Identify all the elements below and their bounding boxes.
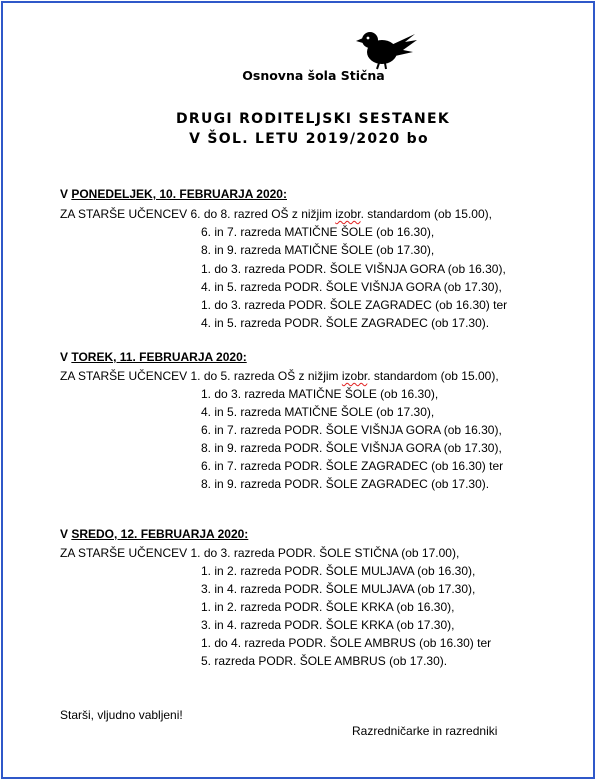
lead-label: ZA STARŠE UČENCEV bbox=[60, 369, 191, 383]
list-item: 1. do 3. razreda MATIČNE ŠOLE (ob 16.30), bbox=[201, 387, 439, 401]
list-item: 6. in 7. razreda MATIČNE ŠOLE (ob 16.30), bbox=[201, 225, 435, 239]
list-item: 8. in 9. razreda MATIČNE ŠOLE (ob 17.30), bbox=[201, 243, 435, 257]
first-line-text: 1. do 3. razreda PODR. ŠOLE STIČNA (ob 17.00), bbox=[190, 546, 460, 560]
lead-label: ZA STARŠE UČENCEV bbox=[60, 207, 191, 221]
page-title: DRUGI RODITELJSKI SESTANEK bbox=[175, 111, 451, 127]
section-heading-monday bbox=[60, 187, 287, 201]
first-line-end: . standardom (ob 15.00), bbox=[367, 369, 499, 383]
heading-day: TOREK, 11. FEBRUARJA 2020: bbox=[71, 350, 247, 364]
list-item: 3. in 4. razreda PODR. ŠOLE KRKA (ob 17.30), bbox=[201, 618, 455, 632]
heading-day: SREDO, 12. FEBRUARJA 2020: bbox=[71, 527, 249, 541]
closing-invite: Starši, vljudno vabljeni! bbox=[60, 708, 183, 722]
list-item: 1. do 3. razreda PODR. ŠOLE VIŠNJA GORA (ob 16.30), bbox=[201, 262, 506, 276]
heading-prefix: V bbox=[60, 350, 72, 364]
list-item: 1. in 2. razreda PODR. ŠOLE MULJAVA (ob 16.30), bbox=[201, 564, 476, 578]
list-item: 4. in 5. razreda PODR. ŠOLE VIŠNJA GORA (ob 17.30), bbox=[201, 280, 502, 294]
spellcheck-mark: izobr bbox=[335, 207, 361, 221]
list-item: 8. in 9. razreda PODR. ŠOLE VIŠNJA GORA (ob 17.30), bbox=[201, 441, 502, 455]
list-item: 1. do 3. razreda PODR. ŠOLE ZAGRADEC (ob 16.30) ter bbox=[201, 298, 508, 312]
list-item bbox=[60, 369, 499, 383]
school-name: Osnovna šola Stična bbox=[242, 68, 385, 83]
list-item: 8. in 9. razreda PODR. ŠOLE ZAGRADEC (ob 17.30). bbox=[201, 477, 490, 491]
bird-icon bbox=[355, 28, 417, 70]
list-item: 5. razreda PODR. ŠOLE AMBRUS (ob 17.30). bbox=[201, 654, 448, 668]
first-line-text: 6. do 8. razred OŠ z nižjim bbox=[190, 207, 336, 221]
lead-label: ZA STARŠE UČENCEV bbox=[60, 546, 191, 560]
section-heading-wednesday bbox=[60, 527, 248, 541]
first-line-end: . standardom (ob 15.00), bbox=[360, 207, 492, 221]
list-item: 1. do 4. razreda PODR. ŠOLE AMBRUS (ob 16.30) ter bbox=[201, 636, 492, 650]
list-item: 6. in 7. razreda PODR. ŠOLE ZAGRADEC (ob 16.30) ter bbox=[201, 459, 504, 473]
list-item bbox=[60, 207, 492, 221]
heading-prefix: V bbox=[60, 187, 72, 201]
list-item: 1. in 2. razreda PODR. ŠOLE KRKA (ob 16.30), bbox=[201, 600, 455, 614]
first-line-text: 1. do 5. razreda OŠ z nižjim bbox=[190, 369, 342, 383]
list-item: 4. in 5. razreda MATIČNE ŠOLE (ob 17.30), bbox=[201, 405, 435, 419]
section-heading-tuesday bbox=[60, 350, 247, 364]
list-item: 6. in 7. razreda PODR. ŠOLE VIŠNJA GORA (ob 16.30), bbox=[201, 423, 502, 437]
signature: Razredničarke in razredniki bbox=[352, 724, 498, 738]
list-item: 4. in 5. razreda PODR. ŠOLE ZAGRADEC (ob 17.30). bbox=[201, 316, 490, 330]
list-item: 3. in 4. razreda PODR. ŠOLE MULJAVA (ob 17.30), bbox=[201, 582, 476, 596]
list-item bbox=[60, 546, 459, 560]
spellcheck-mark: izobr bbox=[341, 369, 368, 383]
heading-day: PONEDELJEK, 10. FEBRUARJA 2020: bbox=[71, 187, 287, 201]
page-subtitle: V ŠOL. LETU 2019/2020 bo bbox=[189, 131, 429, 147]
heading-prefix: V bbox=[60, 527, 72, 541]
